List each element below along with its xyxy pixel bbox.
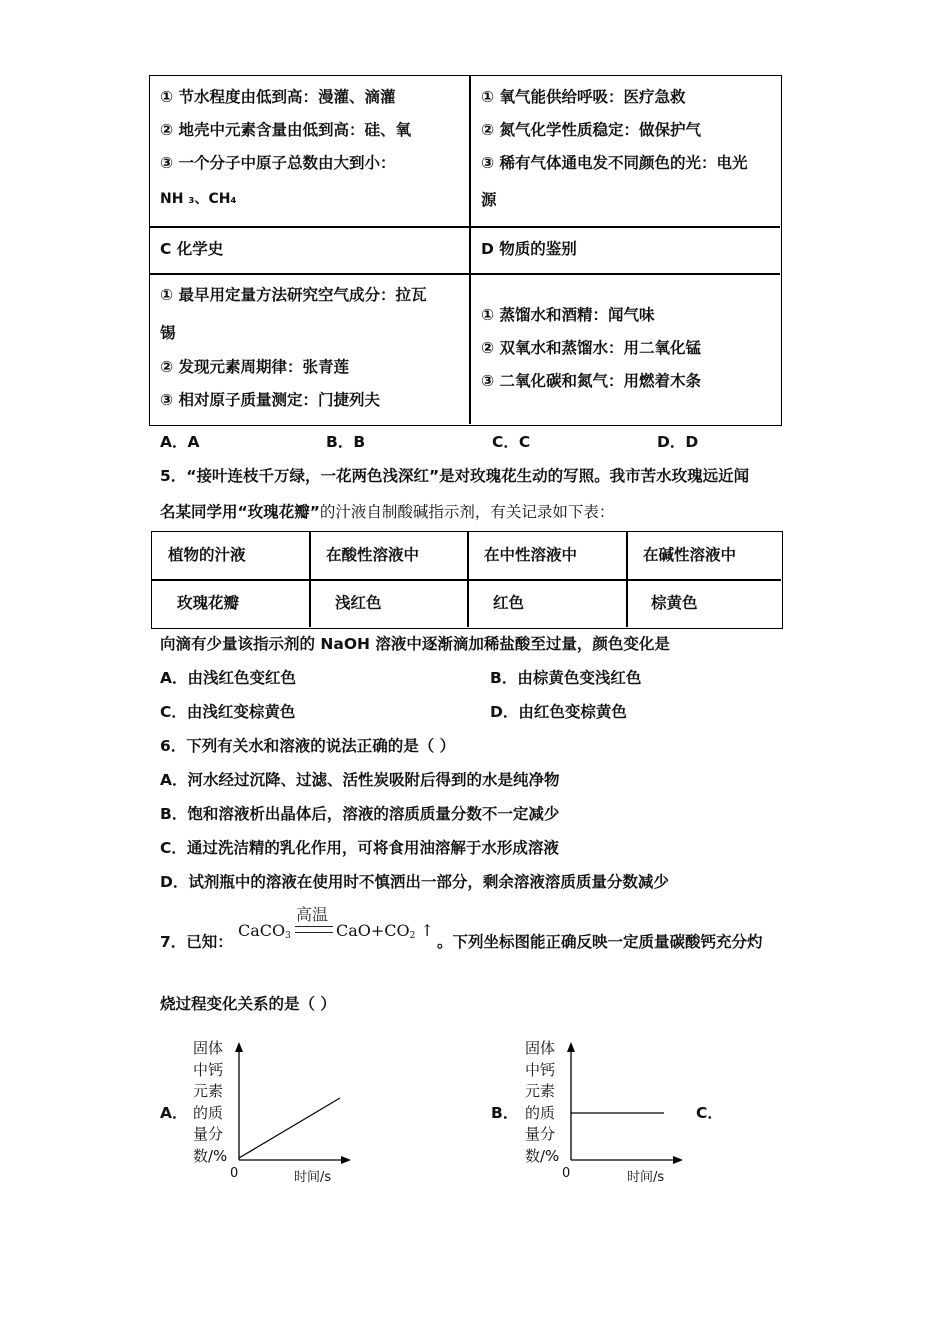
- x-axis-label: 时间/s: [294, 1170, 332, 1185]
- table-header: 在酸性溶液中: [326, 546, 420, 564]
- option-b[interactable]: B．: [491, 1104, 519, 1122]
- option-b[interactable]: B．饱和溶液析出晶体后，溶液的溶质质量分数不一定减少: [160, 805, 560, 823]
- table-cell-line: ② 发现元素周期律：张青莲: [160, 358, 350, 376]
- table-cell-line: ② 氮气化学性质稳定：做保护气: [481, 121, 702, 139]
- table-header: 在中性溶液中: [484, 546, 578, 564]
- option-a[interactable]: A．A: [160, 433, 200, 451]
- table-cell: 棕黄色: [651, 594, 698, 612]
- table-header: 植物的汁液: [168, 546, 246, 564]
- option-a[interactable]: A．河水经过沉降、过滤、活性炭吸附后得到的水是纯净物: [160, 771, 560, 789]
- x-axis-arrow: [341, 1156, 351, 1164]
- option-c[interactable]: C．通过洗洁精的乳化作用，可将食用油溶解于水形成溶液: [160, 839, 559, 857]
- equation-equals: [295, 926, 333, 933]
- table-cell-line: ③ 稀有气体通电发不同颜色的光：电光: [481, 154, 748, 172]
- question-5-stem-bold: 名某同学用“玫瑰花瓣”: [160, 503, 320, 521]
- question-7-stem: 。下列坐标图能正确反映一定质量碳酸钙充分灼: [437, 933, 763, 951]
- option-b[interactable]: B．由棕黄色变浅红色: [490, 669, 642, 687]
- y-axis-arrow: [567, 1042, 575, 1052]
- table-divider: [469, 76, 471, 424]
- question-7-stem-cont: 烧过程变化关系的是（ ）: [160, 995, 336, 1013]
- table-cell-line: ② 地壳中元素含量由低到高：硅、氧: [160, 121, 412, 139]
- option-b[interactable]: B．B: [326, 433, 366, 451]
- indicator-table: [151, 531, 783, 629]
- chemical-equation: [238, 904, 438, 944]
- origin-label: 0: [230, 1166, 239, 1181]
- graph-b[interactable]: [557, 1040, 687, 1165]
- x-axis-arrow: [673, 1156, 683, 1164]
- graph-a[interactable]: [225, 1040, 355, 1165]
- option-c[interactable]: C．: [696, 1104, 723, 1122]
- y-axis-arrow: [235, 1042, 243, 1052]
- option-d[interactable]: D．试剂瓶中的溶液在使用时不慎洒出一部分，剩余溶液溶质质量分数减少: [160, 873, 669, 891]
- option-d[interactable]: D．D: [657, 433, 699, 451]
- option-c[interactable]: C．由浅红变棕黄色: [160, 703, 296, 721]
- option-c[interactable]: C．C: [492, 433, 531, 451]
- table-divider: [150, 226, 780, 228]
- table-cell-line: NH ₃、CH₄: [160, 191, 237, 207]
- table-cell-line: ③ 相对原子质量测定：门捷列夫: [160, 391, 381, 409]
- equation-condition: 高温: [296, 905, 329, 924]
- table-cell-line: ② 双氧水和蒸馏水：用二氧化锰: [481, 339, 702, 357]
- table-header: 在碱性溶液中: [643, 546, 737, 564]
- option-d[interactable]: D．由红色变棕黄色: [490, 703, 627, 721]
- table-cell-line: ① 最早用定量方法研究空气成分：拉瓦: [160, 286, 427, 304]
- table-divider: [152, 579, 781, 581]
- table-divider: [150, 273, 780, 275]
- question-7-prefix: 7．已知：: [160, 933, 233, 951]
- question-5-stem-rest: 的汁液自制酸碱指示剂，有关记录如下表：: [319, 503, 615, 521]
- table-cell-line: ① 氧气能供给呼吸：医疗急救: [481, 88, 686, 106]
- x-axis-label: 时间/s: [627, 1170, 665, 1185]
- y-axis-label: 固体中钙元素的质量分数/%: [193, 1039, 228, 1165]
- table-cell: 红色: [493, 594, 525, 612]
- equation-product: $CaO+CO_2$ ↑: [336, 921, 434, 941]
- table-cell-line: ③ 一个分子中原子总数由大到小：: [160, 154, 396, 172]
- table-header-c: C 化学史: [160, 240, 224, 258]
- option-a[interactable]: A．: [160, 1104, 188, 1122]
- question-5-stem-cont: [160, 500, 614, 522]
- table-header-d: D 物质的鉴别: [481, 240, 577, 258]
- table-cell-line: ① 节水程度由低到高：漫灌、滴灌: [160, 88, 396, 106]
- graph-line: [239, 1098, 340, 1158]
- y-axis-label: 固体中钙元素的质量分数/%: [525, 1039, 560, 1165]
- table-cell-line: ① 蒸馏水和酒精：闻气味: [481, 306, 655, 324]
- question-5-stem: 5．“接叶连枝千万绿，一花两色浅深红”是对玫瑰花生动的写照。我市苦水玫瑰远近闻: [160, 467, 750, 485]
- origin-label: 0: [562, 1166, 571, 1181]
- comparison-table: [149, 75, 782, 426]
- table-cell: 玫瑰花瓣: [177, 594, 240, 612]
- question-5-prompt: 向滴有少量该指示剂的 NaOH 溶液中逐渐滴加稀盐酸至过量，颜色变化是: [160, 635, 670, 653]
- table-cell: 浅红色: [335, 594, 382, 612]
- table-cell-line: 锡: [160, 324, 176, 342]
- question-6-stem: 6．下列有关水和溶液的说法正确的是（ ）: [160, 737, 456, 755]
- option-a[interactable]: A．由浅红色变红色: [160, 669, 296, 687]
- equation-reactant: CaCO$_3$: [238, 921, 291, 941]
- table-cell-line: 源: [481, 191, 497, 209]
- table-cell-line: ③ 二氧化碳和氮气：用燃着木条: [481, 372, 702, 390]
